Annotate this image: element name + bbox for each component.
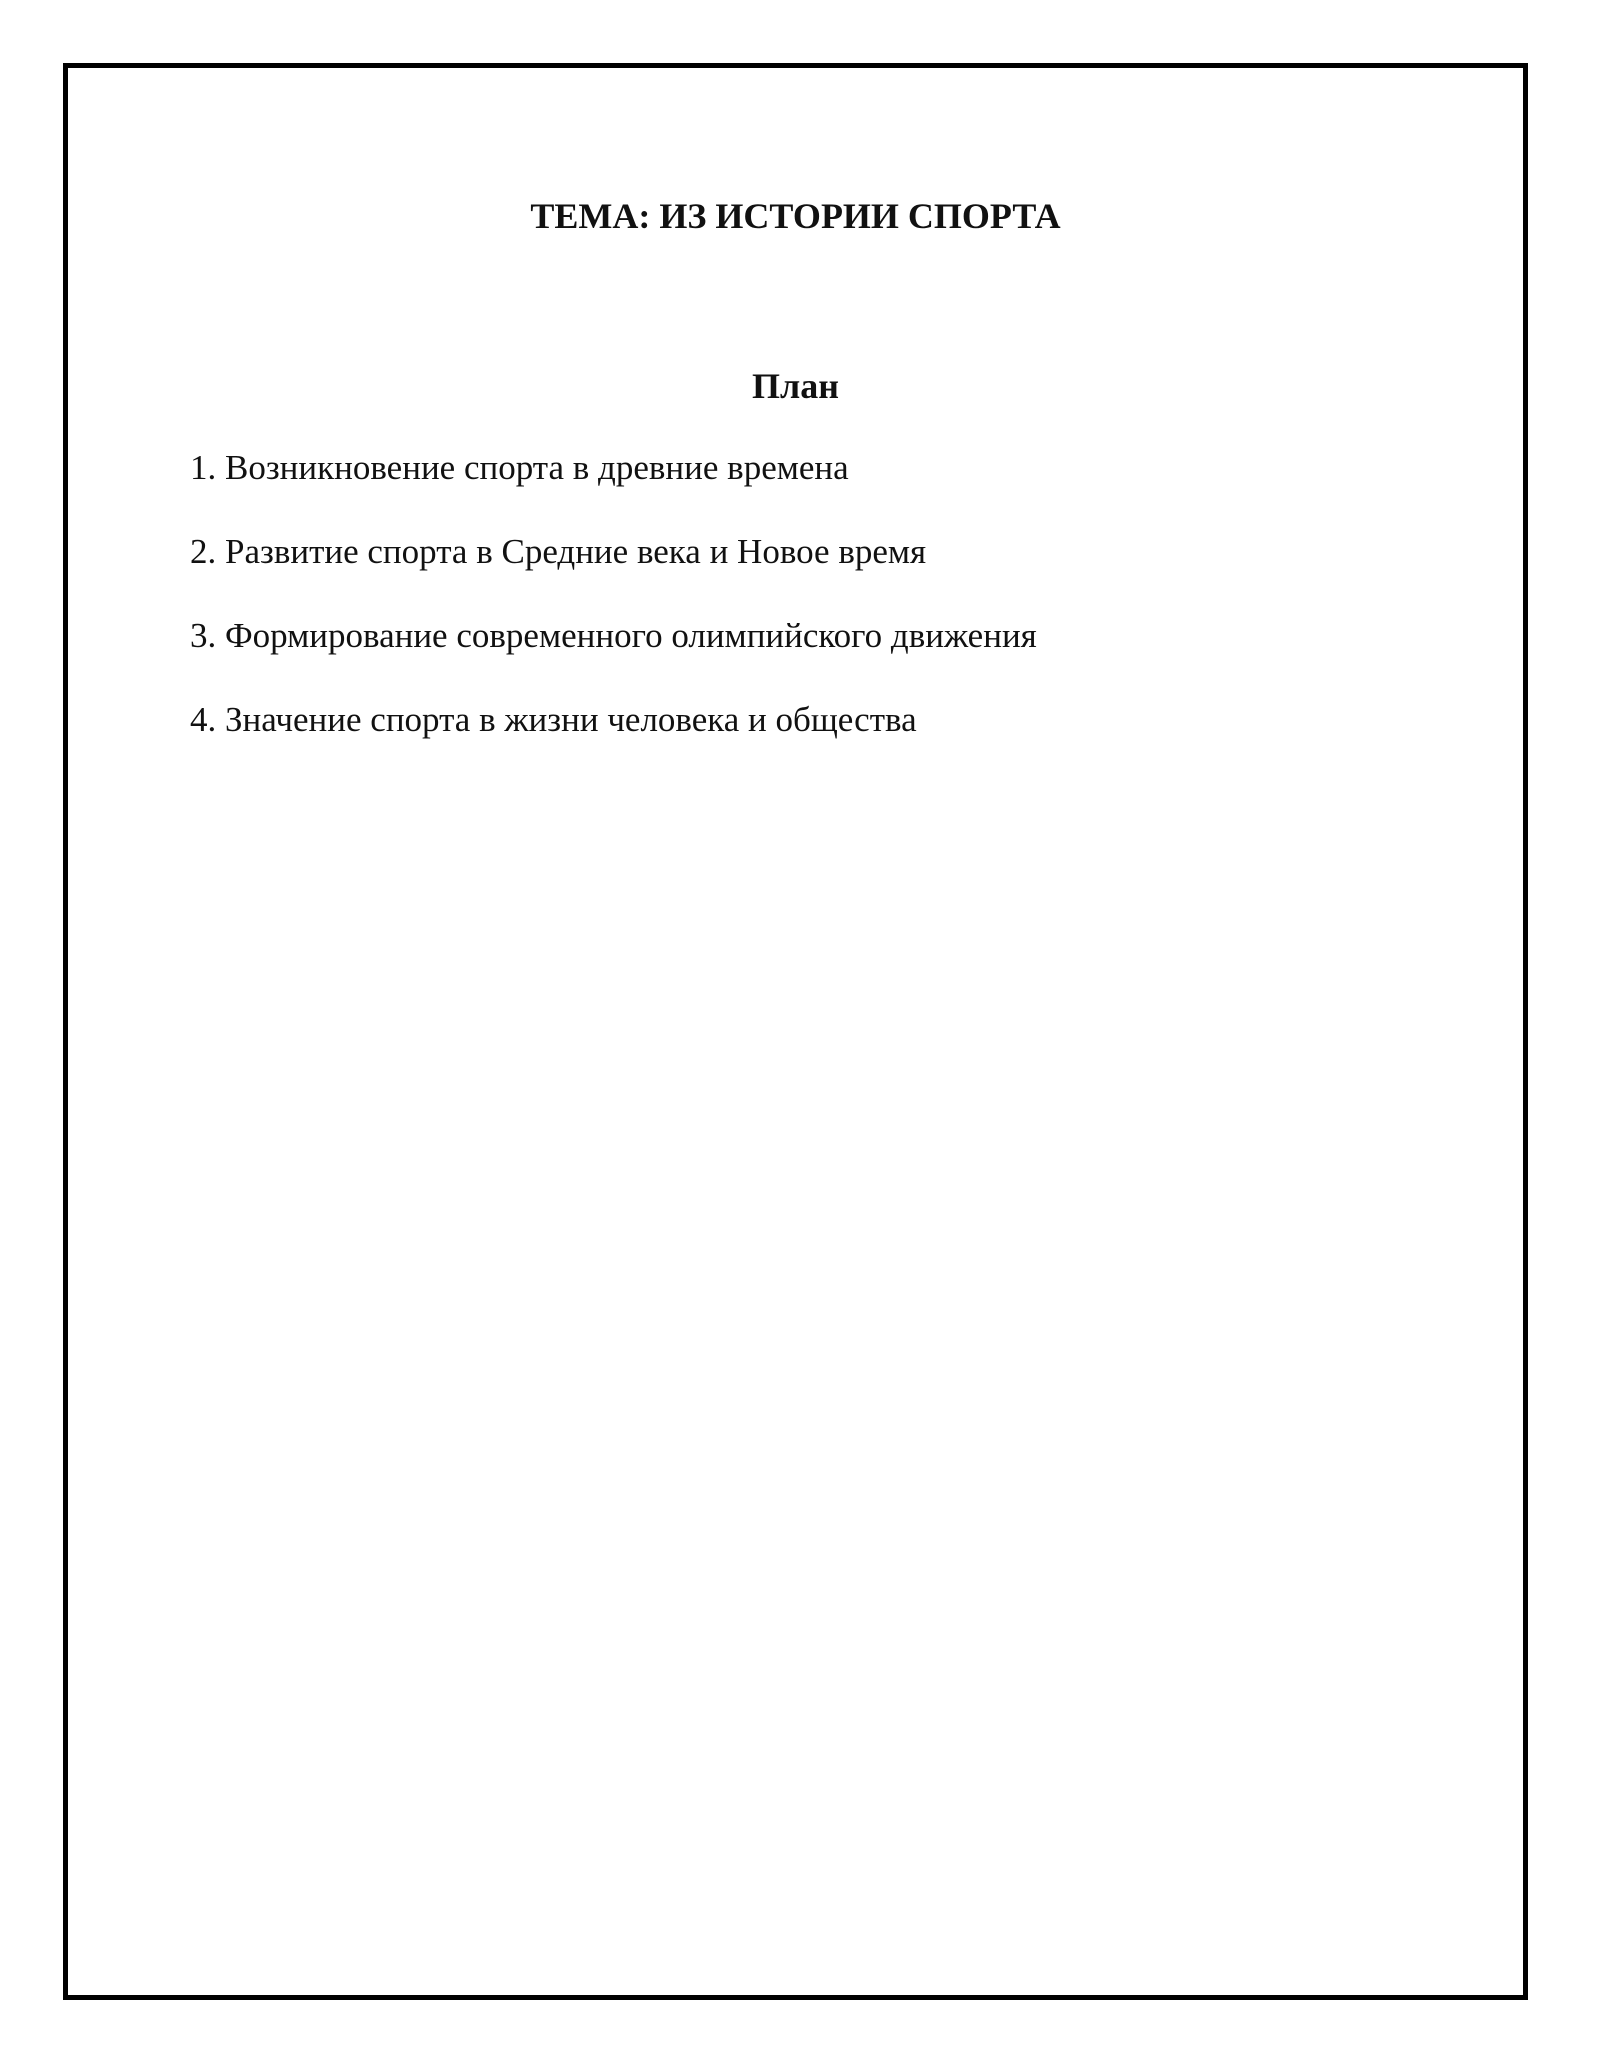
plan-list bbox=[190, 446, 1037, 782]
plan-item-1: 1. Возникновение спорта в древние времена bbox=[190, 448, 849, 487]
page-frame bbox=[63, 63, 1528, 2000]
plan-item-3: 3. Формирование современного олимпийского движения bbox=[190, 616, 1037, 655]
page-title: ТЕМА: ИЗ ИСТОРИИ СПОРТА bbox=[530, 196, 1061, 236]
plan-heading: План bbox=[752, 366, 839, 406]
plan-item-4: 4. Значение спорта в жизни человека и общества bbox=[190, 700, 917, 739]
plan-item-2: 2. Развитие спорта в Средние века и Новое время bbox=[190, 532, 927, 571]
